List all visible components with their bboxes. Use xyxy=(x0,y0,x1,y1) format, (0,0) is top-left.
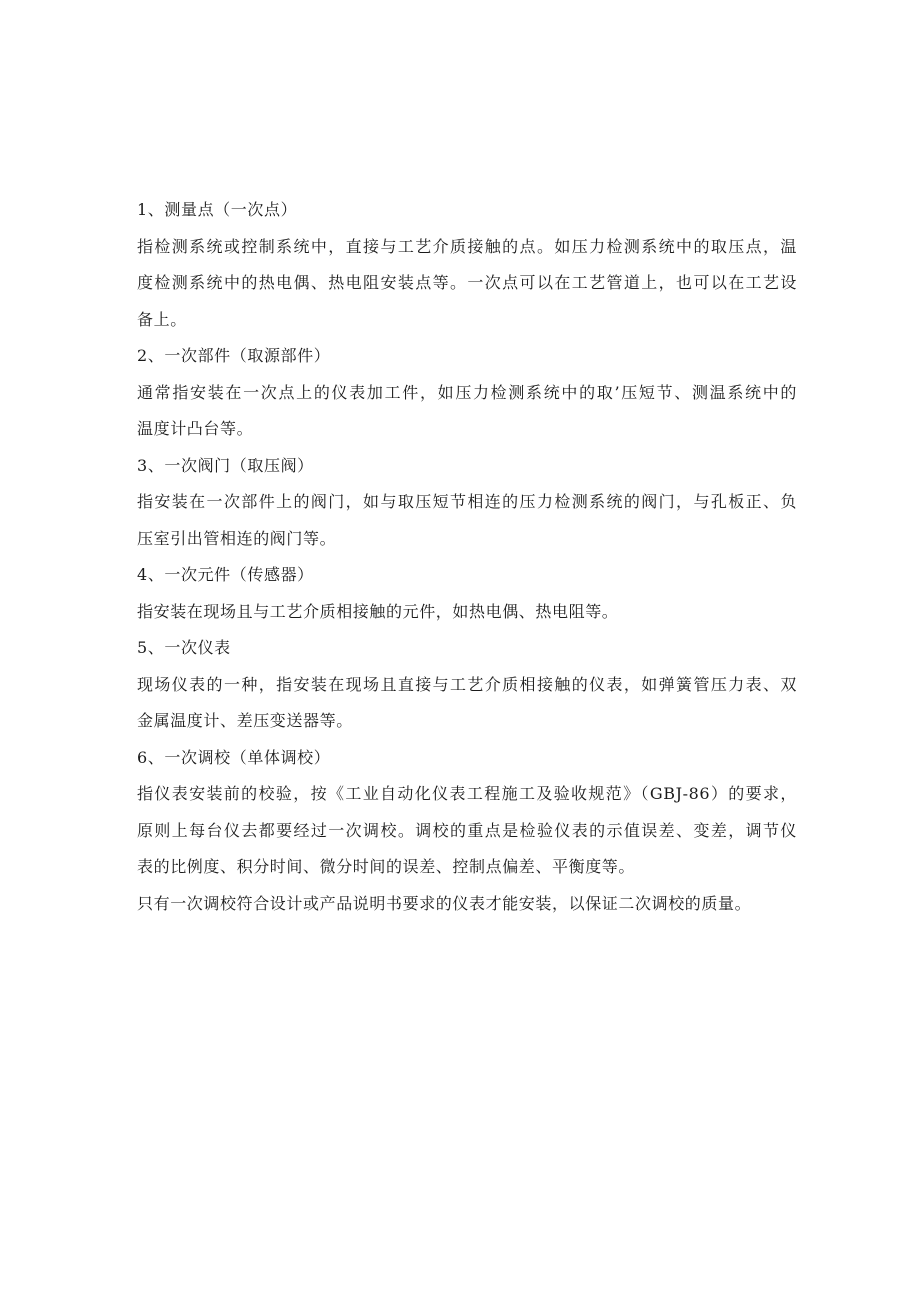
section-6-line-4: 只有一次调校符合设计或产品说明书要求的仪表才能安装，以保证二次调校的质量。 xyxy=(137,893,752,913)
section-heading-6: 6、一次调校（单体调校） xyxy=(137,747,331,767)
section-heading-3: 3、一次阀门（取压阀） xyxy=(137,455,314,475)
section-4-line-1: 指安装在现场且与工艺介质相接触的元件，如热电偶、热电阻等。 xyxy=(137,601,619,621)
section-heading-1: 1、测量点（一次点） xyxy=(137,200,298,219)
section-2-line-1: 通常指安装在一次点上的仪表加工件，如压力检测系统中的取’压短节、测温系统中的 xyxy=(137,382,797,402)
section-3-line-1: 指安装在一次部件上的阀门，如与取压短节相连的压力检测系统的阀门，与孔板正、负 xyxy=(137,492,797,511)
section-1-line-3: 备上。 xyxy=(137,309,187,329)
section-6-line-2: 原则上每台仪去都要经过一次调校。调校的重点是检验仪表的示值误差、变差，调节仪 xyxy=(137,820,797,840)
section-2-line-2: 温度计凸台等。 xyxy=(137,419,254,438)
section-5-line-1: 现场仪表的一种，指安装在现场且直接与工艺介质相接触的仪表，如弹簧管压力表、双 xyxy=(137,674,797,694)
document-page xyxy=(137,192,797,922)
section-5-line-2: 金属温度计、差压变送器等。 xyxy=(137,711,353,730)
section-heading-5: 5、一次仪表 xyxy=(137,638,231,657)
section-3-line-2: 压室引出管相连的阀门等。 xyxy=(137,528,337,548)
section-6-line-1: 指仪表安装前的校验，按《工业自动化仪表工程施工及验收规范》（GBJ-86）的要求， xyxy=(137,784,797,803)
section-6-line-3: 表的比例度、积分时间、微分时间的误差、控制点偏差、平衡度等。 xyxy=(137,857,636,876)
section-heading-2: 2、一次部件（取源部件） xyxy=(137,346,331,365)
section-1-line-2: 度检测系统中的热电偶、热电阻安装点等。一次点可以在工艺管道上，也可以在工艺设 xyxy=(137,273,797,292)
section-heading-4: 4、一次元件（传感器） xyxy=(137,565,314,584)
section-1-line-1: 指检测系统或控制系统中，直接与工艺介质接触的点。如压力检测系统中的取压点，温 xyxy=(137,236,797,256)
